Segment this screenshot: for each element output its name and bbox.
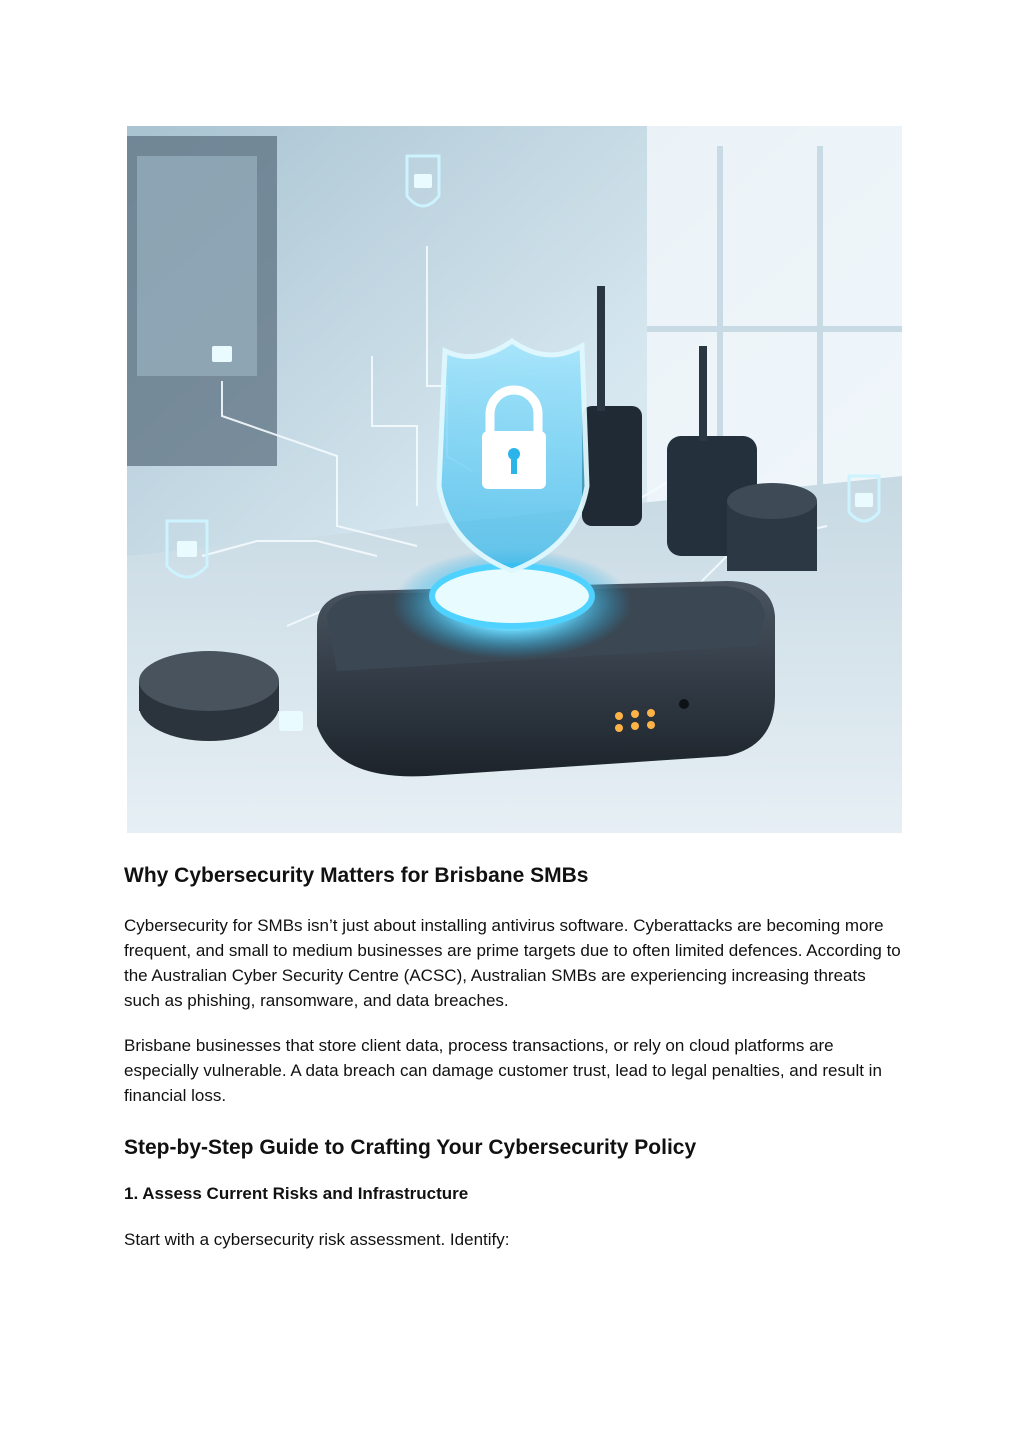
paragraph-brisbane: Brisbane businesses that store client data, process transactions, or rely on cloud platforms are especially vulnerable. A data breach can damage customer trust, lead to legal penalties, and result in financial loss. <box>124 1036 882 1105</box>
section-heading-guide: Step-by-Step Guide to Crafting Your Cybersecurity Policy <box>124 1136 697 1159</box>
paragraph-step-1: Start with a cybersecurity risk assessment. Identify: <box>124 1230 510 1249</box>
section-heading-why: Why Cybersecurity Matters for Brisbane SMBs <box>124 864 589 887</box>
cybersecurity-illustration <box>127 126 902 833</box>
subheading-step-1: 1. Assess Current Risks and Infrastructure <box>124 1184 469 1203</box>
paragraph-intro: Cybersecurity for SMBs isn’t just about installing antivirus software. Cyberattacks are becoming more frequent, and small to medium businesses are prime targets due to often limited defences. According to the Australian Cyber Security Centre (ACSC), Australian SMBs are experiencing increasing threats such as phishing, ransomware, and data breaches. <box>124 916 901 1010</box>
hero-image <box>127 126 902 833</box>
article-body <box>124 862 904 1252</box>
